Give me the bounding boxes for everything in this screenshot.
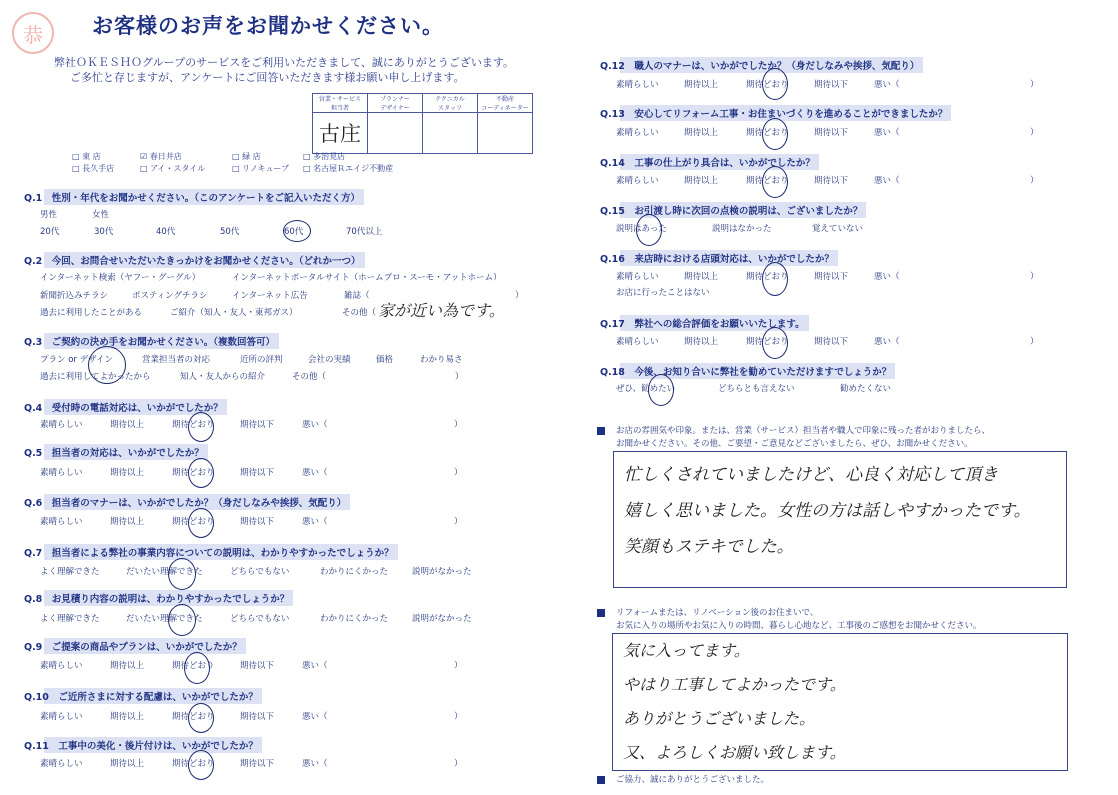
q13-bad[interactable]: 悪い（ xyxy=(874,128,900,138)
q3-plan-design[interactable]: プラン or デザイン xyxy=(40,355,114,365)
q16-bad-close: ） xyxy=(1030,272,1039,282)
q18-answer-mark xyxy=(648,374,674,406)
q5-below[interactable]: 期待以下 xyxy=(240,468,275,478)
q10-bad[interactable]: 悪い（ xyxy=(302,712,328,722)
store-midori[interactable]: □ 緑 店 xyxy=(232,152,261,161)
closing-message: ご協力、誠にありがとうございました。 xyxy=(616,775,770,785)
q11-below[interactable]: 期待以下 xyxy=(240,759,275,769)
staff-name-technical[interactable] xyxy=(423,113,478,154)
q11-bad-close: ） xyxy=(454,759,463,769)
staff-name-planner[interactable] xyxy=(368,113,423,154)
q10-above[interactable]: 期待以上 xyxy=(110,712,145,722)
q6-excellent[interactable]: 素晴らしい xyxy=(40,517,83,527)
comment2-box[interactable] xyxy=(612,633,1068,771)
q2-label: Q.2 今回、お問合せいただいたきっかけをお聞かせください。（どれか一つ） xyxy=(24,252,365,268)
q2-portal-site[interactable]: インターネットポータルサイト（ホームプロ・スーモ・アットホーム） xyxy=(232,273,502,283)
staff-header-planner: プランナー デザイナー xyxy=(368,94,423,113)
q14-as-expected[interactable]: 期待どおり xyxy=(746,176,789,186)
q5-above[interactable]: 期待以上 xyxy=(110,468,145,478)
section-bullet-icon xyxy=(597,776,605,784)
q13-label: Q.13 安心してリフォーム工事・お住まいづくりを進めることができましたか？ xyxy=(600,105,951,121)
q12-answer-mark xyxy=(762,68,788,100)
q7-neutral[interactable]: どちらでもない xyxy=(230,567,290,577)
comment2-line-4: 又、よろしくお願い致します。 xyxy=(623,743,846,762)
q11-label: Q.11 工事中の美化・後片付けは、いかがでしたか？ xyxy=(24,737,262,753)
q2-internet-ad[interactable]: インターネット広告 xyxy=(232,291,308,301)
q1-70s-plus[interactable]: 70代以上 xyxy=(346,227,383,237)
q17-label: Q.17 弊社への総合評価をお願いいたします。 xyxy=(600,315,809,331)
q15-answer-mark xyxy=(636,214,662,246)
section-bullet-icon xyxy=(597,427,605,435)
q3-track-record[interactable]: 会社の実績 xyxy=(308,355,351,365)
q2-posting-flyer[interactable]: ポスティングチラシ xyxy=(132,291,208,301)
q17-bad-close: ） xyxy=(1030,337,1039,347)
q9-label: Q.9 ご提案の商品やプランは、いかがでしたか？ xyxy=(24,638,246,654)
comment2-label-2: お気に入りの場所やお気に入りの時間、暮らし心地など、工事後のご感想をお聞かせください。 xyxy=(616,621,982,631)
q6-as-expected[interactable]: 期待どおり xyxy=(172,517,215,527)
q3-price[interactable]: 価格 xyxy=(376,355,394,365)
q1-60s[interactable]: 60代 xyxy=(284,227,304,237)
q8-hard-to-understand[interactable]: わかりにくかった xyxy=(320,614,389,624)
q2-other-answer[interactable]: 家が近い為です。 xyxy=(378,301,505,320)
store-renocube[interactable]: □ リノキューブ xyxy=(232,164,290,173)
q17-below[interactable]: 期待以下 xyxy=(814,337,849,347)
q6-answer-mark xyxy=(188,508,214,538)
comment1-line-2: 嬉しく思いました。女性の方は話しやすかったです。 xyxy=(624,501,1031,521)
q14-answer-mark xyxy=(762,166,788,198)
q3-other-close: ） xyxy=(455,372,464,382)
q18-would-recommend[interactable]: ぜひ、勧めたい xyxy=(616,384,676,394)
q7-no-explanation[interactable]: 説明がなかった xyxy=(412,567,472,577)
q4-bad[interactable]: 悪い（ xyxy=(302,420,328,430)
q7-mostly-understood[interactable]: だいたい理解できた xyxy=(126,567,203,577)
q2-used-before[interactable]: 過去に利用したことがある xyxy=(40,308,143,318)
q14-bad[interactable]: 悪い（ xyxy=(874,176,900,186)
staff-header-realestate: 不動産 コーディネーター xyxy=(478,94,533,113)
q5-as-expected[interactable]: 期待どおり xyxy=(172,468,215,478)
q3-reputation[interactable]: 近所の評判 xyxy=(240,355,283,365)
store-higashi[interactable]: □ 東 店 xyxy=(72,152,101,161)
q1-30s[interactable]: 30代 xyxy=(94,227,114,237)
q10-as-expected[interactable]: 期待どおり xyxy=(172,712,215,722)
q13-excellent[interactable]: 素晴らしい xyxy=(616,128,659,138)
q3-sales-rep[interactable]: 営業担当者の対応 xyxy=(142,355,211,365)
q6-above[interactable]: 期待以上 xyxy=(110,517,145,527)
q2-magazine-close: ） xyxy=(515,291,524,301)
q10-below[interactable]: 期待以下 xyxy=(240,712,275,722)
q13-bad-close: ） xyxy=(1030,128,1039,138)
q2-newspaper-flyer[interactable]: 新聞折込みチラシ xyxy=(40,291,109,301)
intro-line-2: ご多忙と存じますが、アンケートにご回答いただきます様お願い申し上げます。 xyxy=(70,71,465,84)
q17-as-expected[interactable]: 期待どおり xyxy=(746,337,789,347)
q11-as-expected[interactable]: 期待どおり xyxy=(172,759,215,769)
comment1-label-1: お店の雰囲気や印象。または、営業（サービス）担当者や職人で印象に残った者がおりましたら、 xyxy=(616,426,991,436)
q14-above[interactable]: 期待以上 xyxy=(684,176,719,186)
q15-explained[interactable]: 説明はあった xyxy=(616,224,667,234)
q3-other[interactable]: その他（ xyxy=(292,372,327,382)
q6-bad-close: ） xyxy=(454,517,463,527)
q4-bad-close: ） xyxy=(454,420,463,430)
q9-excellent[interactable]: 素晴らしい xyxy=(40,661,83,671)
q7-hard-to-understand[interactable]: わかりにくかった xyxy=(320,567,389,577)
q14-label: Q.14 工事の仕上がり具合は、いかがでしたか？ xyxy=(600,154,819,170)
intro-line-1: 弊社ＯＫＥＳＨＯグループのサービスをご利用いただきまして、誠にありがとうございます。 xyxy=(54,56,515,69)
q14-below[interactable]: 期待以下 xyxy=(814,176,849,186)
staff-table xyxy=(312,93,533,154)
q8-mostly-understood[interactable]: だいたい理解できた xyxy=(126,614,203,624)
q17-bad[interactable]: 悪い（ xyxy=(874,337,900,347)
q18-label: Q.18 今後、お知り合いに弊社を勧めていただけますでしょうか？ xyxy=(600,363,895,379)
q16-above[interactable]: 期待以上 xyxy=(684,272,719,282)
q10-answer-mark xyxy=(188,703,214,733)
q15-not-explained[interactable]: 説明はなかった xyxy=(712,224,772,234)
q3-used-before[interactable]: 過去に利用してよかったから xyxy=(40,372,151,382)
comment2-label-1: リフォームまたは、リノベーション後のお住まいで、 xyxy=(616,608,819,618)
q16-excellent[interactable]: 素晴らしい xyxy=(616,272,659,282)
staff-name-realestate[interactable] xyxy=(478,113,533,154)
staff-name-sales[interactable]: 古庄 xyxy=(313,113,368,154)
q18-undecided[interactable]: どちらとも言えない xyxy=(718,384,795,394)
q3-clarity[interactable]: わかり易さ xyxy=(420,355,463,365)
comment2-line-2: やはり工事してよかったです。 xyxy=(623,675,846,694)
q17-above[interactable]: 期待以上 xyxy=(684,337,719,347)
q4-label: Q.4 受付時の電話対応は、いかがでしたか？ xyxy=(24,399,227,415)
section-bullet-icon xyxy=(597,609,605,617)
q17-excellent[interactable]: 素晴らしい xyxy=(616,337,659,347)
q10-bad-close: ） xyxy=(454,712,463,722)
store-tajimi[interactable]: □ 多治見店 xyxy=(303,152,346,161)
q13-answer-mark xyxy=(762,118,788,150)
q3-friend-referral[interactable]: 知人・友人からの紹介 xyxy=(180,372,266,382)
q14-bad-close: ） xyxy=(1030,176,1039,186)
q14-excellent[interactable]: 素晴らしい xyxy=(616,176,659,186)
q3-answer-mark xyxy=(88,346,126,384)
q12-label: Q.12 職人のマナーは、いかがでしたか？（身だしなみや挨拶、気配り） xyxy=(600,57,923,73)
q2-other[interactable]: その他（ xyxy=(342,308,377,318)
q8-fully-understood[interactable]: よく理解できた xyxy=(40,614,100,624)
q4-excellent[interactable]: 素晴らしい xyxy=(40,420,83,430)
q9-bad-close: ） xyxy=(454,661,463,671)
q15-dont-remember[interactable]: 覚えていない xyxy=(812,224,864,234)
q8-no-explanation[interactable]: 説明がなかった xyxy=(412,614,472,624)
q6-below[interactable]: 期待以下 xyxy=(240,517,275,527)
q17-answer-mark xyxy=(762,327,788,359)
q9-answer-mark xyxy=(184,652,210,684)
store-istyle[interactable]: □ アイ・スタイル xyxy=(140,164,206,173)
q5-excellent[interactable]: 素晴らしい xyxy=(40,468,83,478)
q12-as-expected[interactable]: 期待どおり xyxy=(746,80,789,90)
comment1-label-2: お聞かせください。その他、ご要望・ご意見などございましたら、ぜひ、お聞かせください。 xyxy=(616,439,973,449)
store-kasugai[interactable]: ☑ 春日井店 xyxy=(140,152,182,161)
q1-50s[interactable]: 50代 xyxy=(220,227,240,237)
q7-answer-mark xyxy=(168,558,196,590)
q6-bad[interactable]: 悪い（ xyxy=(302,517,328,527)
q1-20s[interactable]: 20代 xyxy=(40,227,60,237)
q5-bad[interactable]: 悪い（ xyxy=(302,468,328,478)
q11-excellent[interactable]: 素晴らしい xyxy=(40,759,83,769)
comment1-line-3: 笑顔もステキでした。 xyxy=(624,537,794,557)
q1-female[interactable]: 女性 xyxy=(92,210,110,220)
q18-would-not[interactable]: 勧めたくない xyxy=(840,384,892,394)
q16-bad[interactable]: 悪い（ xyxy=(874,272,900,282)
q8-answer-mark xyxy=(168,604,196,636)
q16-below[interactable]: 期待以下 xyxy=(814,272,849,282)
q13-above[interactable]: 期待以上 xyxy=(684,128,719,138)
q16-label: Q.16 来店時における店頭対応は、いかがでしたか？ xyxy=(600,250,838,266)
page-title: お客様のお声をお聞かせください。 xyxy=(92,14,444,38)
q10-label: Q.10 ご近所さまに対する配慮は、いかがでしたか？ xyxy=(24,688,262,704)
store-nagakute[interactable]: □ 長久手店 xyxy=(72,164,115,173)
q4-answer-mark xyxy=(188,412,214,442)
comment1-box[interactable] xyxy=(613,451,1067,588)
q11-bad[interactable]: 悪い（ xyxy=(302,759,328,769)
q15-label: Q.15 お引渡し時に次回の点検の説明は、ございましたか？ xyxy=(600,202,866,218)
q4-as-expected[interactable]: 期待どおり xyxy=(172,420,215,430)
q2-magazine[interactable]: 雑誌（ xyxy=(344,291,370,301)
q16-never-visited[interactable]: お店に行ったことはない xyxy=(616,288,710,298)
q16-as-expected[interactable]: 期待どおり xyxy=(746,272,789,282)
seal-stamp: 恭 xyxy=(12,12,54,54)
q9-above[interactable]: 期待以上 xyxy=(110,661,145,671)
q1-40s[interactable]: 40代 xyxy=(156,227,176,237)
q2-referral[interactable]: ご紹介（知人・友人・東邦ガス） xyxy=(170,308,298,318)
q16-answer-mark xyxy=(762,262,788,296)
q7-label: Q.7 担当者による弊社の事業内容についての説明は、わかりやすかったでしょうか？ xyxy=(24,544,398,560)
q9-as-expected[interactable]: 期待どおり xyxy=(172,661,215,671)
staff-header-sales: 営業・サービス 担当者 xyxy=(313,94,368,113)
q11-answer-mark xyxy=(188,750,214,780)
q12-bad-close: ） xyxy=(1030,80,1039,90)
q12-excellent[interactable]: 素晴らしい xyxy=(616,80,659,90)
comment2-line-3: ありがとうございました。 xyxy=(623,709,816,728)
q1-label: Q.1 性別・年代をお聞かせください。（このアンケートをご記入いただく方） xyxy=(24,189,364,205)
q5-label: Q.5 担当者の対応は、いかがでしたか？ xyxy=(24,444,208,460)
q12-below[interactable]: 期待以下 xyxy=(814,80,849,90)
q1-answer-circle xyxy=(283,220,311,242)
q1-male[interactable]: 男性 xyxy=(40,210,58,220)
q8-neutral[interactable]: どちらでもない xyxy=(230,614,290,624)
q12-above[interactable]: 期待以上 xyxy=(684,80,719,90)
q9-bad[interactable]: 悪い（ xyxy=(302,661,328,671)
comment1-line-1: 忙しくされていましたけど、心良く対応して頂き xyxy=(624,465,998,485)
q7-fully-understood[interactable]: よく理解できた xyxy=(40,567,100,577)
q13-as-expected[interactable]: 期待どおり xyxy=(746,128,789,138)
store-nagoya-r-age[interactable]: □ 名古屋Ｒエイジ不動産 xyxy=(303,164,394,173)
comment2-line-1: 気に入ってます。 xyxy=(623,641,750,660)
q2-internet-search[interactable]: インターネット検索（ヤフー・グーグル） xyxy=(40,273,201,283)
q8-label: Q.8 お見積り内容の説明は、わかりやすかったでしょうか？ xyxy=(24,590,293,606)
q4-above[interactable]: 期待以上 xyxy=(110,420,145,430)
q13-below[interactable]: 期待以下 xyxy=(814,128,849,138)
q6-label: Q.6 担当者のマナーは、いかがでしたか？（身だしなみや挨拶、気配り） xyxy=(24,494,350,510)
q5-answer-mark xyxy=(188,458,214,488)
q12-bad[interactable]: 悪い（ xyxy=(874,80,900,90)
staff-header-technical: テクニカル スタッフ xyxy=(423,94,478,113)
q5-bad-close: ） xyxy=(454,468,463,478)
q3-label: Q.3 ご契約の決め手をお聞かせください。（複数回答可） xyxy=(24,333,279,349)
q4-below[interactable]: 期待以下 xyxy=(240,420,275,430)
q9-below[interactable]: 期待以下 xyxy=(240,661,275,671)
q11-above[interactable]: 期待以上 xyxy=(110,759,145,769)
q10-excellent[interactable]: 素晴らしい xyxy=(40,712,83,722)
